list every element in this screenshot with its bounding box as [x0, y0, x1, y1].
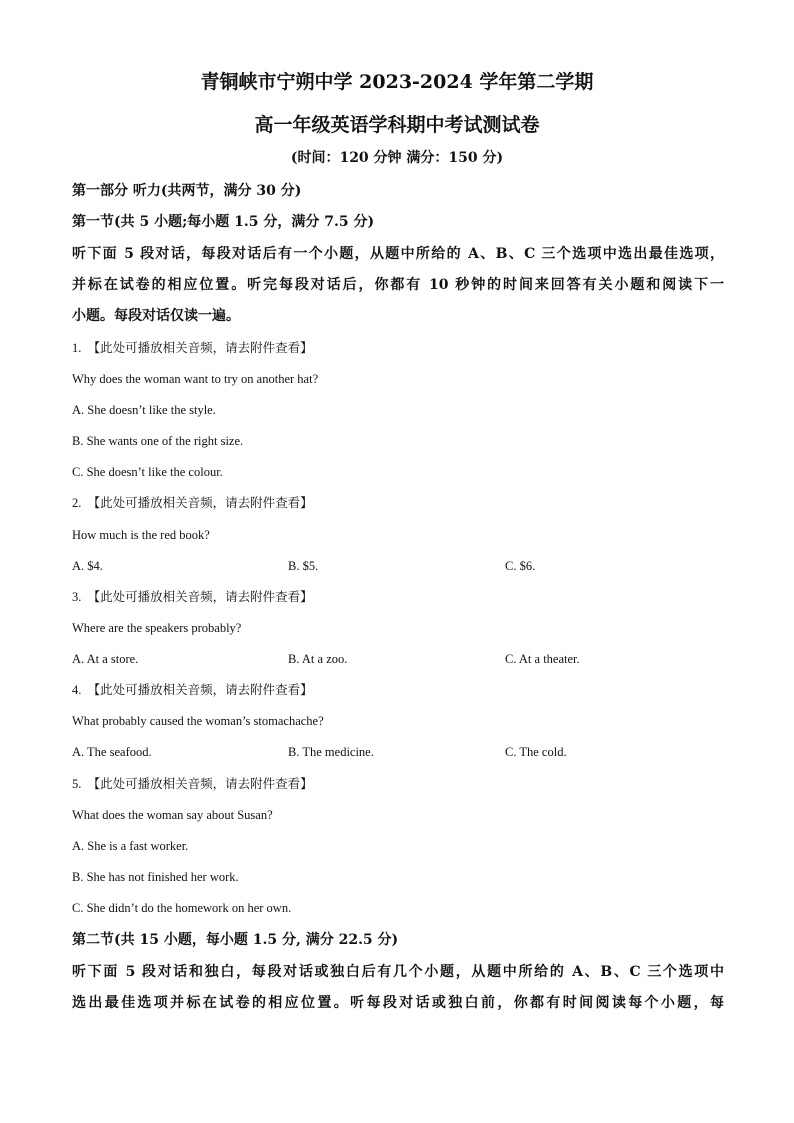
question-3-option-b: B. At a zoo. — [288, 652, 348, 666]
question-2-option-b: B. $5. — [288, 559, 319, 573]
question-5-option-c: C. She didn’t do the homework on her own. — [72, 901, 292, 915]
question-3-prompt: Where are the speakers probably? — [72, 621, 242, 635]
question-5-audio — [72, 775, 313, 793]
question-2-audio — [72, 494, 313, 512]
audio-note[interactable]: 【此处可播放相关音频，请去附件查看】 — [87, 341, 313, 355]
question-4-option-a: A. The seafood. — [72, 745, 152, 759]
question-1-option-b: B. She wants one of the right size. — [72, 434, 244, 448]
question-3-audio — [72, 588, 313, 606]
question-1-audio — [72, 339, 313, 357]
question-number: 5. — [72, 777, 82, 791]
audio-note[interactable]: 【此处可播放相关音频，请去附件查看】 — [87, 590, 313, 604]
instruction-line: 听下面 5 段对话和独白，每段对话或独白后有几个小题，从题中所给的 A、B、C 三个选项中 — [72, 964, 724, 980]
section2-instructions — [72, 957, 724, 1019]
section1-heading: 第一节(共 5 小题;每小题 1.5 分，满分 7.5 分) — [72, 214, 375, 230]
question-5-prompt: What does the woman say about Susan? — [72, 808, 273, 822]
audio-note[interactable]: 【此处可播放相关音频，请去附件查看】 — [87, 496, 313, 510]
question-2-prompt: How much is the red book? — [72, 528, 210, 542]
instruction-line: 听下面 5 段对话，每段对话后有一个小题，从题中所给的 A、B、C 三个选项中选出最佳选项， — [72, 246, 724, 262]
section1-instructions — [72, 239, 724, 332]
exam-time-score: (时间：120 分钟 满分：150 分) — [290, 150, 504, 166]
question-1-prompt: Why does the woman want to try on another hat? — [72, 372, 319, 386]
exam-title-line1: 青铜峡市宁朔中学 2023-2024 学年第二学期 — [200, 71, 594, 93]
audio-note[interactable]: 【此处可播放相关音频，请去附件查看】 — [87, 683, 313, 697]
question-4-option-c: C. The cold. — [505, 745, 567, 759]
question-3-option-a: A. At a store. — [72, 652, 139, 666]
instruction-line: 选出最佳选项并标在试卷的相应位置。听每段对话或独白前，你都有时间阅读每个小题，每 — [72, 995, 724, 1011]
instruction-line: 并标在试卷的相应位置。听完每段对话后，你都有 10 秒钟的时间来回答有关小题和阅读下一 — [72, 277, 724, 293]
part1-heading: 第一部分 听力(共两节，满分 30 分) — [72, 183, 302, 199]
section2-heading: 第二节(共 15 小题，每小题 1.5 分, 满分 22.5 分) — [72, 932, 399, 948]
question-4-audio — [72, 681, 313, 699]
question-2-option-c: C. $6. — [505, 559, 536, 573]
question-5-option-a: A. She is a fast worker. — [72, 839, 189, 853]
question-5-option-b: B. She has not finished her work. — [72, 870, 239, 884]
question-number: 3. — [72, 590, 82, 604]
question-1-option-c: C. She doesn’t like the colour. — [72, 465, 223, 479]
question-4-option-b: B. The medicine. — [288, 745, 374, 759]
question-number: 4. — [72, 683, 82, 697]
question-number: 1. — [72, 341, 82, 355]
question-1-option-a: A. She doesn’t like the style. — [72, 403, 216, 417]
question-2-option-a: A. $4. — [72, 559, 103, 573]
question-number: 2. — [72, 496, 82, 510]
question-4-prompt: What probably caused the woman’s stomachache? — [72, 714, 324, 728]
question-3-option-c: C. At a theater. — [505, 652, 580, 666]
audio-note[interactable]: 【此处可播放相关音频，请去附件查看】 — [87, 777, 313, 791]
instruction-line: 小题。每段对话仅读一遍。 — [72, 308, 240, 324]
exam-title-line2: 高一年级英语学科期中考试测试卷 — [254, 114, 540, 136]
